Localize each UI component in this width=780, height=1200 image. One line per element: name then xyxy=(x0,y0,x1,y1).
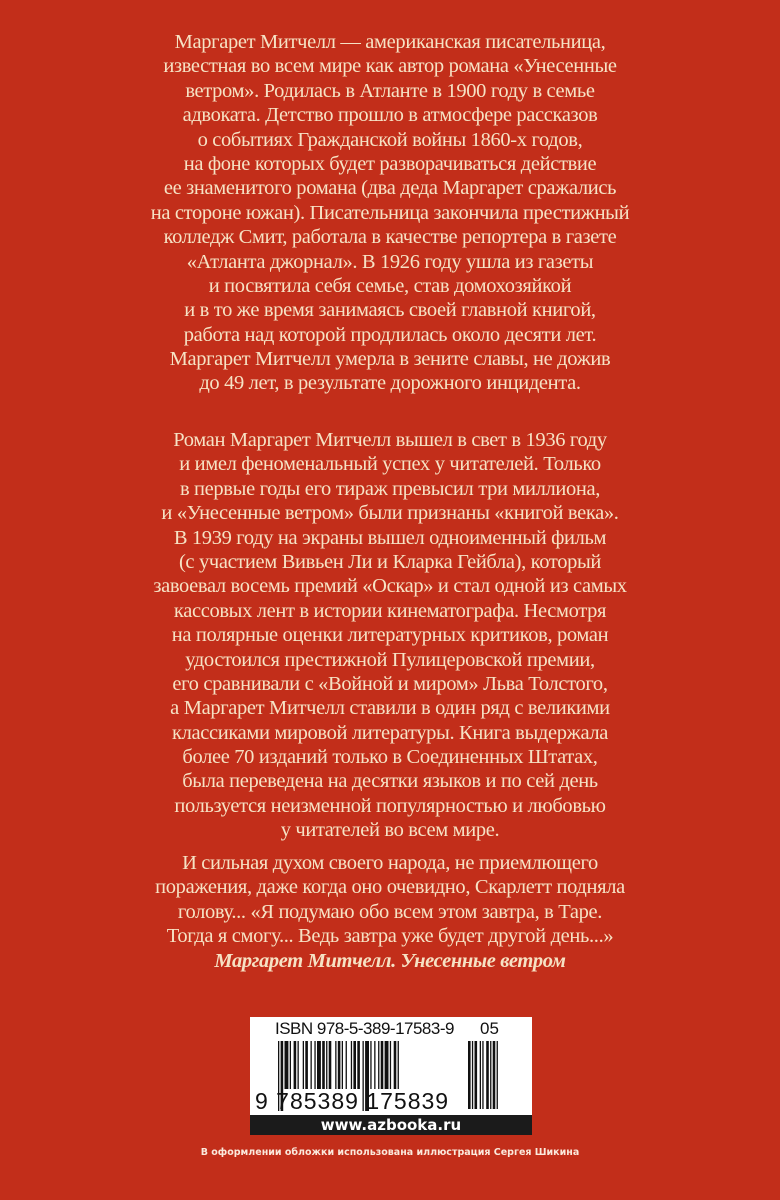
barcode-bar xyxy=(285,1041,289,1089)
barcode-bar xyxy=(475,1041,478,1109)
illustration-credit: В оформлении обложки использована иллюстрация Сергея Шикина xyxy=(200,1147,580,1158)
barcode-bar xyxy=(335,1041,336,1089)
barcode-bar xyxy=(486,1041,489,1109)
barcode-bar xyxy=(490,1041,491,1109)
barcode-bar xyxy=(497,1041,498,1109)
barcode-bar xyxy=(357,1041,360,1089)
text-line: и посвятила себя семье, став домохозяйкой xyxy=(208,274,572,297)
text-line: а Маргарет Митчелл ставили в один ряд с великими xyxy=(170,697,610,720)
text-line: Маргарет Митчелл — американская писательница, xyxy=(174,31,606,53)
text-line: В 1939 году на экраны вышел одноименный фильм xyxy=(173,526,607,549)
barcode-bar xyxy=(298,1041,299,1089)
text-line: кассовых лент в истории кинематографа. Несмотря xyxy=(173,599,607,622)
text-line: Роман Маргарет Митчелл вышел в свет в 1936 году xyxy=(173,429,607,451)
barcode-bar xyxy=(370,1041,371,1089)
barcode-bar xyxy=(290,1041,291,1089)
barcode-bar xyxy=(338,1041,341,1089)
text-line: и имел феноменальный успех у читателей. Только xyxy=(179,453,601,476)
text-line: на полярные оценки литературных критиков, роман xyxy=(171,624,609,647)
barcode-bar xyxy=(326,1041,327,1089)
barcode-bar xyxy=(385,1041,389,1089)
text-line: ее знаменитого романа (два деда Маргарет сражались xyxy=(163,177,617,200)
barcode-bar xyxy=(374,1041,375,1089)
text-line: И сильная духом своего народа, не приемлющего xyxy=(182,852,598,874)
quote-attribution: Маргарет Митчелл. Унесенные ветром xyxy=(214,949,566,972)
text-line: Тогда я смогу... Ведь завтра уже будет другой день...» xyxy=(166,925,614,948)
barcode-bar xyxy=(468,1041,471,1109)
publisher-website: www.azbooka.ru xyxy=(250,1115,532,1135)
barcode-bar xyxy=(390,1041,391,1089)
isbn-addon: 05 xyxy=(480,1019,499,1038)
barcode-bar xyxy=(398,1041,399,1089)
barcode-bar xyxy=(329,1041,332,1089)
text-line: пользуется неизменной популярностью и любовью xyxy=(174,794,606,817)
text-line: Маргарет Митчелл умерла в зените славы, не дожив xyxy=(169,348,611,371)
barcode-bar xyxy=(346,1041,347,1089)
novel-history-paragraph xyxy=(0,428,780,843)
barcode-bar xyxy=(394,1041,397,1089)
author-bio-paragraph xyxy=(0,30,780,396)
text-line: ветром». Родилась в Атланте в 1900 году в семье xyxy=(185,79,595,102)
barcode-bar xyxy=(472,1041,473,1109)
text-line: была переведена на десятки языков и по сей день xyxy=(182,770,598,793)
barcode-bar xyxy=(322,1041,325,1089)
text-line: (с участием Вивьен Ли и Кларка Гейбла), который xyxy=(178,550,602,573)
text-line: и «Унесенные ветром» были признаны «книгой века». xyxy=(161,502,619,525)
text-line: «Атланта джорнал». В 1926 году ушла из газеты xyxy=(186,250,594,273)
quote-paragraph xyxy=(0,851,780,973)
barcode-bar xyxy=(294,1041,297,1089)
text-line: у читателей во всем мире. xyxy=(280,819,500,842)
barcode-bar xyxy=(493,1041,496,1109)
barcode-digits: 9 785389 175839 xyxy=(255,1088,450,1114)
barcode-bar xyxy=(378,1041,379,1089)
text-line: адвоката. Детство прошло в атмосфере рассказов xyxy=(182,104,598,127)
barcode-bar xyxy=(353,1041,356,1089)
text-line: и в то же время занимаясь своей главной книгой, xyxy=(184,299,596,322)
text-line: его сравнивали с «Войной и миром» Льва Толстого, xyxy=(172,672,608,695)
barcode-bar xyxy=(351,1041,352,1089)
text-line: завоевал восемь премий «Оскар» и стал одной из самых xyxy=(153,575,627,598)
barcode-bar xyxy=(303,1041,304,1089)
isbn-barcode xyxy=(250,1017,532,1135)
barcode-bar xyxy=(342,1041,343,1089)
text-line: до 49 лет, в результате дорожного инцидента. xyxy=(199,372,581,395)
text-line: на стороне южан). Писательница закончила престижный xyxy=(150,201,630,224)
text-line: классиками мировой литературы. Книга выдержала xyxy=(171,721,609,744)
barcode-bar xyxy=(317,1041,321,1089)
barcode-bar xyxy=(480,1041,481,1109)
barcode-bar xyxy=(381,1041,384,1089)
isbn-label: ISBN 978-5-389-17583-9 xyxy=(275,1019,454,1038)
text-line: голову... «Я подумаю обо всем этом завтра, в Таре. xyxy=(177,900,603,923)
text-line: работа над которой продлилась около десяти лет. xyxy=(183,323,597,346)
text-line: известная во всем мире как автор романа «Унесенные xyxy=(163,55,617,78)
text-line: на фоне которых будет разворачиваться действие xyxy=(183,152,597,175)
text-line: удостоился престижной Пулицеровской премии, xyxy=(185,648,595,671)
text-line: более 70 изданий только в Соединенных Штатах, xyxy=(182,746,598,769)
barcode-bar xyxy=(482,1041,483,1109)
barcode-bar xyxy=(314,1041,315,1089)
text-line: о событиях Гражданской войны 1860-х годов, xyxy=(197,128,583,151)
text-line: поражения, даже когда оно очевидно, Скарлетт подняла xyxy=(155,876,625,899)
barcode-bar xyxy=(311,1041,312,1089)
text-line: колледж Смит, работала в качестве репортера в газете xyxy=(163,226,617,249)
text-line: в первые годы его тираж превысил три миллиона, xyxy=(179,477,601,500)
barcode-bar xyxy=(305,1041,308,1089)
